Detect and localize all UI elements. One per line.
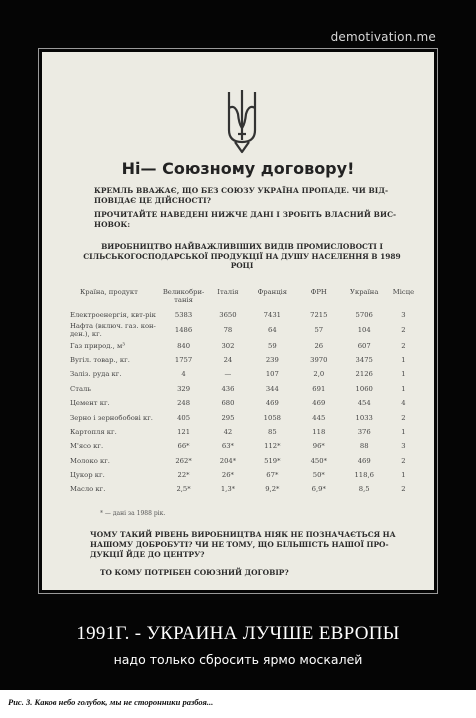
cell-value: 5706 (355, 311, 373, 320)
image-frame (38, 48, 438, 594)
cell-value: 66* (177, 442, 190, 451)
cell-value: 691 (312, 384, 326, 393)
cell-value: 107 (265, 370, 279, 379)
cell-value: 344 (265, 384, 279, 393)
trident-icon (226, 88, 258, 154)
cell-value: 2,5* (176, 485, 191, 494)
cell-value: 295 (221, 413, 235, 422)
cell-value: 1486 (174, 326, 193, 335)
instruction-paragraph: ПРОЧИТАЙТЕ НАВЕДЕНІ НИЖЧЕ ДАНІ І ЗРОБІТЬ ВЛАСНИЙ ВИС-НОВОК: (94, 210, 397, 229)
table-row (70, 308, 420, 322)
cell-value: 1,3* (220, 485, 236, 494)
row-label: Зерно і зернобобові кг. (70, 413, 153, 422)
cell-value: 607 (357, 341, 371, 350)
cell-value: 42 (223, 427, 233, 436)
cell-value: 4 (181, 370, 186, 379)
cell-value: 7431 (263, 311, 281, 320)
row-label: М'ясо кг. (70, 442, 104, 451)
table-row (70, 322, 420, 338)
cell-value: 1033 (355, 413, 373, 422)
cell-value: 1060 (355, 384, 373, 393)
leaflet-title: Ні— Союзному договору! (121, 159, 355, 178)
cell-value: 24 (223, 355, 233, 364)
row-label: Газ природ., м³ (70, 341, 125, 350)
table-row (70, 439, 420, 453)
cell-value: 121 (177, 427, 191, 436)
cell-value: 469 (265, 399, 279, 408)
table-row (70, 425, 420, 439)
cell-value: 104 (357, 326, 371, 335)
header-place: Місце (392, 288, 415, 296)
table-header-row (70, 288, 420, 308)
cell-value: 8,5 (358, 485, 370, 494)
cell-value: 4 (401, 399, 406, 408)
production-table (70, 288, 420, 497)
row-label: Цукор кг. (70, 471, 105, 480)
table-row (70, 396, 420, 410)
cell-value: 6,9* (311, 485, 326, 494)
cell-value: 1 (401, 355, 406, 364)
row-label: Картопля кг. (70, 427, 117, 436)
row-label: Масло кг. (70, 485, 106, 494)
cell-value: 469 (357, 456, 371, 465)
cell-value: 2 (401, 485, 406, 494)
table-row (70, 454, 420, 468)
closing-question: ТО КОМУ ПОТРІБЕН СОЮЗНИЙ ДОГОВІР? (100, 568, 289, 577)
cell-value: 445 (312, 413, 326, 422)
table-row (70, 353, 420, 367)
cell-value: 1058 (263, 413, 281, 422)
cell-value: 239 (265, 355, 279, 364)
cell-value: 5383 (174, 311, 193, 320)
row-label: Цемент кг. (70, 399, 110, 408)
cell-value: 1 (401, 384, 406, 393)
cell-value: 1 (401, 427, 406, 436)
cell-value: 204* (219, 456, 237, 465)
cell-value: 50* (312, 471, 325, 480)
cell-value: 2 (401, 341, 406, 350)
cell-value: 329 (177, 384, 191, 393)
cell-value: 118 (312, 427, 326, 436)
cell-value: 450* (310, 456, 327, 465)
cell-value: 469 (312, 399, 326, 408)
row-label: Електроенергія, квт-рік (70, 311, 156, 320)
cell-value: 1 (401, 370, 406, 379)
cell-value: 64 (268, 326, 277, 335)
cell-value: 67* (266, 471, 279, 480)
header-product: Країна, продукт (80, 288, 138, 296)
cell-value: 1757 (174, 355, 193, 364)
header-ukraine: Україна (350, 288, 379, 296)
cell-value: 454 (357, 399, 371, 408)
cell-value: 262* (175, 456, 192, 465)
table-row (70, 482, 420, 496)
table-row (70, 468, 420, 482)
cell-value: 1 (401, 471, 406, 480)
cell-value: 376 (357, 427, 371, 436)
question-paragraph: ЧОМУ ТАКИЙ РІВЕНЬ ВИРОБНИЦТВА НІЯК НЕ ПОЗНАЧАЄТЬСЯ НА НАШОМУ ДОБРОБУТІ? ЧИ НЕ ТОМУ, ЩО БІЛЬШІСТЬ НАШОЇ ПРО-ДУКЦІЇ ЙДЕ ДО ЦЕНТРУ? (90, 530, 396, 559)
cell-value: 2 (401, 456, 406, 465)
cell-value: 3970 (310, 355, 328, 364)
cell-value: — (224, 370, 232, 379)
table-title: ВИРОБНИЦТВО НАЙВАЖЛИВІШИХ ВИДІВ ПРОМИСЛОВОСТІ І СІЛЬСЬКОГОСПОДАРСЬКОЇ ПРОДУКЦІЇ НА ДУШУ НАСЕЛЕННЯ В 1989 РОЦІ (83, 242, 401, 270)
cell-value: 3 (401, 311, 406, 320)
cell-value: 302 (221, 341, 235, 350)
figure-caption: Рис. 3. Каков небо голубок, мы не сторонники разбоя... (8, 697, 214, 707)
cell-value: 2 (401, 413, 406, 422)
table-row (70, 382, 420, 396)
leaflet-document (42, 52, 434, 590)
cell-value: 248 (177, 399, 191, 408)
cell-value: 680 (221, 399, 235, 408)
row-label: Молоко кг. (70, 456, 110, 465)
intro-paragraph: КРЕМЛЬ ВВАЖАЄ, ЩО БЕЗ СОЮЗУ УКРАЇНА ПРОПАДЕ. ЧИ ВІД-ПОВІДАЄ ЦЕ ДІЙСНОСТІ? (94, 186, 389, 205)
row-label: Заліз. руда кг. (70, 370, 122, 379)
header-frg: ФРН (310, 288, 327, 296)
cell-value: 26 (314, 341, 324, 350)
table-body (70, 308, 420, 497)
cell-value: 88 (359, 442, 369, 451)
row-label: Нафта (включ. газ. кон-ден.), кг. (70, 322, 156, 339)
cell-value: 26* (221, 471, 234, 480)
header-france: Франція (257, 288, 288, 296)
cell-value: 57 (314, 326, 324, 335)
cell-value: 2,0 (313, 370, 325, 379)
cell-value: 436 (221, 384, 235, 393)
cell-value: 3 (401, 442, 406, 451)
cell-value: 405 (177, 413, 191, 422)
cell-value: 3650 (219, 311, 237, 320)
header-italy: Італія (217, 288, 239, 296)
cell-value: 63* (221, 442, 234, 451)
cell-value: 7215 (310, 311, 328, 320)
table-footnote: * — дані за 1988 рік. (100, 510, 166, 517)
header-great-britain: Великобри-танія (162, 288, 205, 304)
poster-subline: надо только сбросить ярмо москалей (113, 652, 363, 667)
cell-value: 118,6 (354, 471, 374, 480)
table-row (70, 367, 420, 381)
cell-value: 59 (268, 341, 277, 350)
cell-value: 85 (268, 427, 277, 436)
cell-value: 2 (401, 326, 406, 335)
row-label: Сталь (70, 384, 92, 393)
table-row (70, 410, 420, 424)
cell-value: 22* (177, 471, 190, 480)
row-label: Вугіл. товар., кг. (70, 355, 130, 364)
cell-value: 96* (312, 442, 325, 451)
site-watermark: demotivation.me (330, 30, 436, 44)
table-row (70, 338, 420, 352)
cell-value: 78 (223, 326, 233, 335)
cell-value: 9,2* (265, 485, 280, 494)
cell-value: 2126 (355, 370, 373, 379)
cell-value: 3475 (355, 355, 373, 364)
cell-value: 519* (264, 456, 281, 465)
cell-value: 840 (177, 341, 191, 350)
poster-headline: 1991Г. - УКРАИНА ЛУЧШЕ ЕВРОПЫ (76, 623, 400, 644)
cell-value: 112* (264, 442, 281, 451)
